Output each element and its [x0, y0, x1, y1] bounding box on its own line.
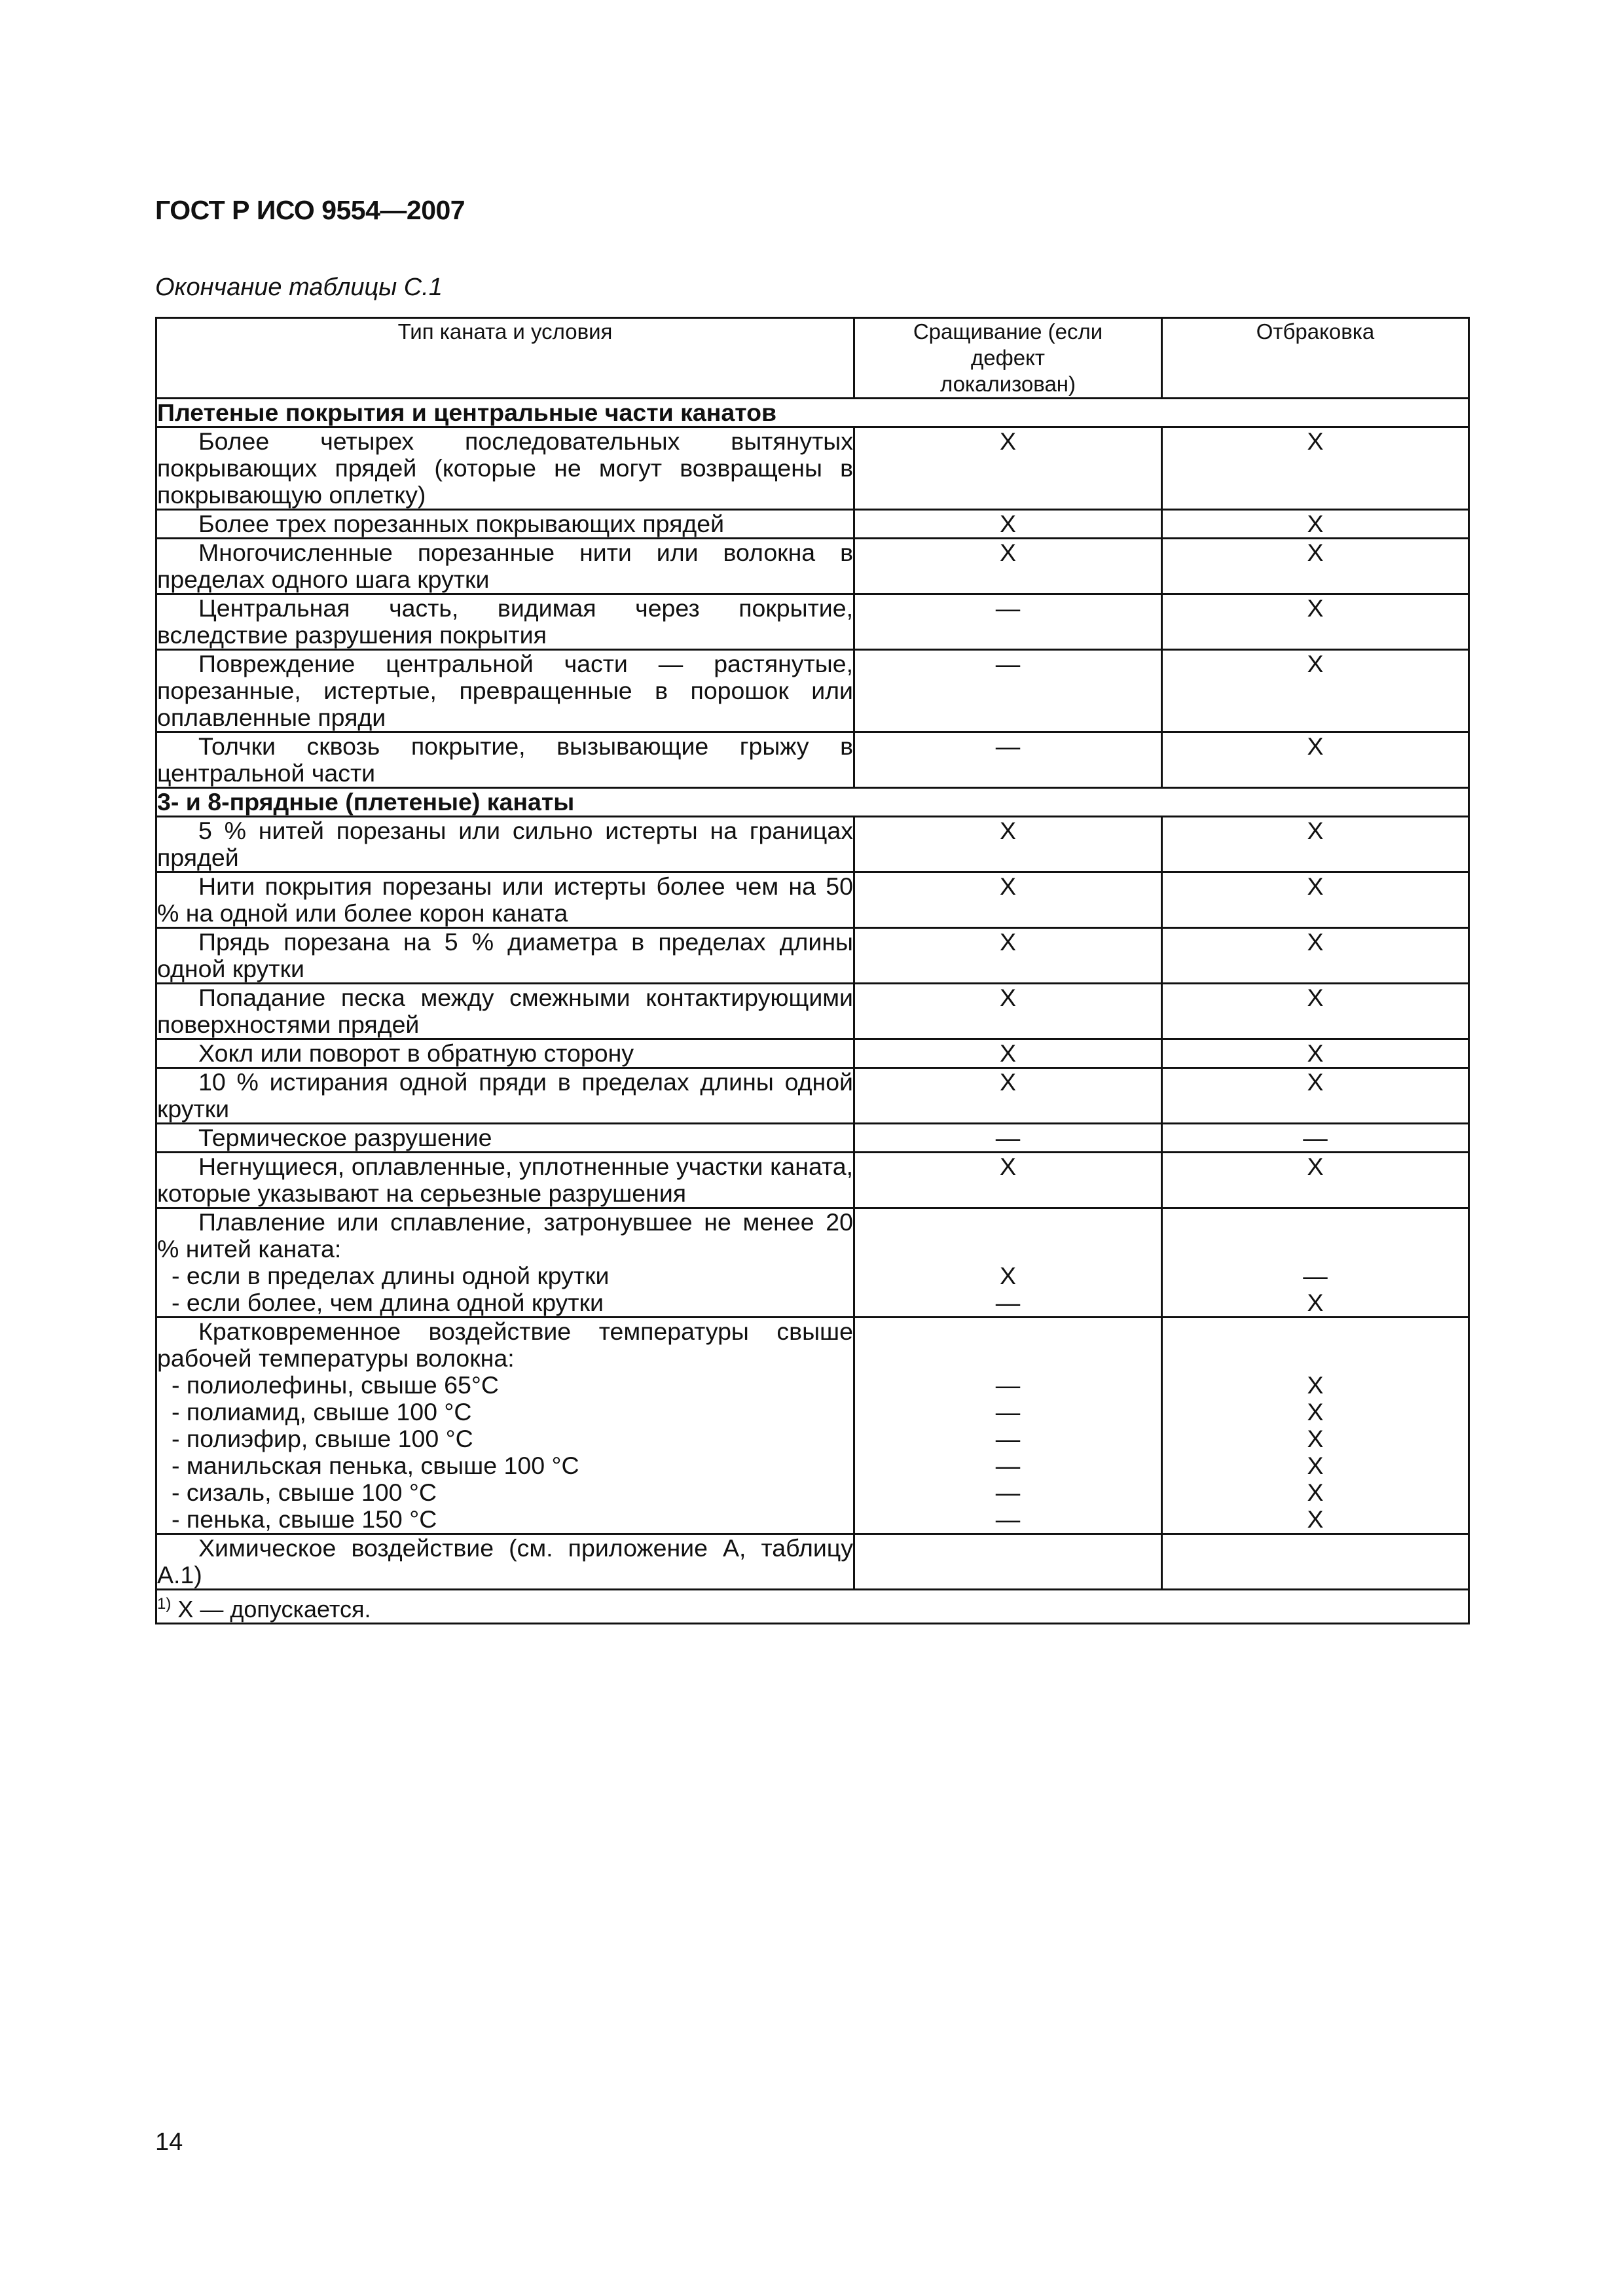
condition-text: Прядь порезана на 5 % диаметра в пределах длины одной крутки — [157, 928, 853, 982]
splice-cell: X — [854, 539, 1162, 594]
splice-value: — — [995, 1452, 1021, 1479]
condition-subitem: - если в пределах длины одной крутки — [172, 1262, 610, 1289]
spacer — [1163, 1236, 1468, 1263]
table-row — [156, 1318, 1469, 1534]
footnote-row — [156, 1590, 1469, 1624]
reject-value: X — [1307, 1289, 1324, 1316]
condition-text: 5 % нитей порезаны или сильно истерты на границах прядей — [157, 817, 853, 871]
reject-cell: X — [1162, 650, 1469, 732]
table-header-row — [156, 318, 1469, 399]
splice-value: — — [995, 1505, 1021, 1533]
reject-cell: X — [1162, 984, 1469, 1039]
condition-text: Более четырех последовательных вытянутых покрывающих прядей (которые не могут возвращены в покрывающую оплетку) — [157, 427, 853, 509]
spacer — [855, 1345, 1161, 1372]
section-title: Плетеные покрытия и центральные части канатов — [156, 399, 1469, 427]
section-title: 3- и 8-прядные (плетеные) канаты — [156, 788, 1469, 817]
condition-cell — [156, 594, 854, 650]
condition-cell — [156, 427, 854, 510]
condition-text: Нити покрытия порезаны или истерты более чем на 50 % на одной или более корон каната — [157, 872, 853, 927]
condition-cell — [156, 1124, 854, 1153]
condition-text: Хокл или поворот в обратную сторону — [198, 1039, 634, 1067]
reject-cell: — — [1162, 1124, 1469, 1153]
reject-cell — [1162, 1534, 1469, 1590]
condition-cell — [156, 872, 854, 928]
section-row — [156, 399, 1469, 427]
reject-cell — [1162, 1318, 1469, 1534]
condition-text: Многочисленные порезанные нити или волокна в пределах одного шага крутки — [157, 539, 853, 593]
splice-value: — — [995, 1398, 1021, 1426]
page-number: 14 — [155, 2128, 183, 2156]
splice-value: — — [995, 1425, 1021, 1452]
column-header-reject: Отбраковка — [1162, 318, 1469, 399]
column-header-splice: Сращивание (если дефект локализован) — [854, 318, 1162, 399]
splice-cell: — — [854, 732, 1162, 788]
condition-subitem: - если более, чем длина одной крутки — [172, 1289, 604, 1316]
condition-text: Термическое разрушение — [198, 1124, 492, 1151]
splice-cell: X — [854, 984, 1162, 1039]
condition-cell — [156, 1068, 854, 1124]
splice-cell: — — [854, 650, 1162, 732]
condition-subitem: - пенька, свыше 150 °C — [172, 1505, 437, 1533]
condition-text: Попадание песка между смежными контактирующими поверхностями прядей — [157, 984, 853, 1038]
table-row — [156, 817, 1469, 872]
reject-cell: X — [1162, 928, 1469, 984]
table-row — [156, 1208, 1469, 1318]
table-row — [156, 1153, 1469, 1208]
condition-cell — [156, 928, 854, 984]
spacer — [855, 1209, 1161, 1236]
splice-value: — — [995, 1479, 1021, 1506]
reject-cell: X — [1162, 1153, 1469, 1208]
condition-text: Химическое воздействие (см. приложение А, таблицу А.1) — [157, 1534, 853, 1588]
splice-cell: X — [854, 427, 1162, 510]
footnote-mark: 1) — [157, 1595, 172, 1613]
reject-cell: X — [1162, 872, 1469, 928]
splice-cell: X — [854, 1039, 1162, 1068]
splice-cell: — — [854, 594, 1162, 650]
splice-value: X — [999, 1262, 1016, 1289]
condition-text: Кратковременное воздействие температуры свыше рабочей температуры волокна: — [157, 1318, 853, 1372]
condition-text: 10 % истирания одной пряди в пределах длины одной крутки — [157, 1068, 853, 1122]
table-row — [156, 1068, 1469, 1124]
splice-cell: X — [854, 817, 1162, 872]
reject-cell: X — [1162, 539, 1469, 594]
splice-value: — — [995, 1371, 1021, 1399]
splice-cell — [854, 1534, 1162, 1590]
reject-cell: X — [1162, 732, 1469, 788]
table-row — [156, 510, 1469, 539]
reject-cell: X — [1162, 427, 1469, 510]
table-caption: Окончание таблицы С.1 — [155, 274, 443, 301]
spacer — [855, 1318, 1161, 1345]
condition-cell — [156, 732, 854, 788]
table-row — [156, 732, 1469, 788]
section-row — [156, 788, 1469, 817]
condition-cell — [156, 510, 854, 539]
condition-text: Негнущиеся, оплавленные, уплотненные участки каната, которые указывают на серьезные разрушения — [157, 1153, 853, 1207]
reject-value: X — [1307, 1425, 1324, 1452]
defects-table — [155, 317, 1470, 1624]
condition-cell — [156, 539, 854, 594]
condition-text: Более трех порезанных покрывающих прядей — [198, 510, 725, 537]
table-row — [156, 650, 1469, 732]
reject-cell: X — [1162, 817, 1469, 872]
condition-cell — [156, 1534, 854, 1590]
reject-cell: X — [1162, 1068, 1469, 1124]
condition-cell — [156, 984, 854, 1039]
column-header-condition: Тип каната и условия — [156, 318, 854, 399]
condition-text: Центральная часть, видимая через покрытие, вследствие разрушения покрытия — [157, 594, 853, 649]
reject-cell: X — [1162, 510, 1469, 539]
footnote-text: X — допускается. — [177, 1596, 371, 1623]
splice-cell: X — [854, 510, 1162, 539]
table-row — [156, 594, 1469, 650]
reject-value: — — [1303, 1262, 1328, 1289]
table-row — [156, 427, 1469, 510]
reject-value: X — [1307, 1371, 1324, 1399]
spacer — [855, 1236, 1161, 1263]
table-row — [156, 984, 1469, 1039]
condition-text: Толчки сквозь покрытие, вызывающие грыжу в центральной части — [157, 732, 853, 787]
condition-cell — [156, 1208, 854, 1318]
table-row — [156, 872, 1469, 928]
spacer — [1163, 1318, 1468, 1345]
document-title: ГОСТ Р ИСО 9554—2007 — [155, 195, 465, 225]
condition-subitem: - манильская пенька, свыше 100 °C — [172, 1452, 579, 1479]
reject-value: X — [1307, 1452, 1324, 1479]
table-row — [156, 1124, 1469, 1153]
condition-cell — [156, 1153, 854, 1208]
reject-value: X — [1307, 1398, 1324, 1426]
footnote — [156, 1590, 1469, 1624]
splice-cell: X — [854, 1153, 1162, 1208]
table-row — [156, 1039, 1469, 1068]
condition-cell — [156, 1039, 854, 1068]
splice-cell: X — [854, 872, 1162, 928]
condition-text: Плавление или сплавление, затронувшее не менее 20 % нитей каната: — [157, 1208, 853, 1263]
spacer — [1163, 1209, 1468, 1236]
table-row — [156, 1534, 1469, 1590]
reject-cell: X — [1162, 1039, 1469, 1068]
condition-subitem: - полиамид, свыше 100 °C — [172, 1398, 472, 1426]
table-row — [156, 539, 1469, 594]
condition-subitem: - полиэфир, свыше 100 °C — [172, 1425, 473, 1452]
splice-value: — — [995, 1289, 1021, 1316]
condition-subitem: - сизаль, свыше 100 °C — [172, 1479, 437, 1506]
condition-cell — [156, 817, 854, 872]
splice-cell: — — [854, 1124, 1162, 1153]
spacer — [1163, 1345, 1468, 1372]
reject-value: X — [1307, 1505, 1324, 1533]
condition-cell — [156, 650, 854, 732]
reject-cell: X — [1162, 594, 1469, 650]
reject-value: X — [1307, 1479, 1324, 1506]
splice-cell — [854, 1318, 1162, 1534]
splice-cell: X — [854, 928, 1162, 984]
condition-text: Повреждение центральной части — растянутые, порезанные, истертые, превращенные в порошок или оплавленные пряди — [157, 650, 853, 731]
condition-cell — [156, 1318, 854, 1534]
splice-cell — [854, 1208, 1162, 1318]
splice-cell: X — [854, 1068, 1162, 1124]
reject-cell — [1162, 1208, 1469, 1318]
condition-subitem: - полиолефины, свыше 65°C — [172, 1371, 499, 1399]
table-row — [156, 928, 1469, 984]
